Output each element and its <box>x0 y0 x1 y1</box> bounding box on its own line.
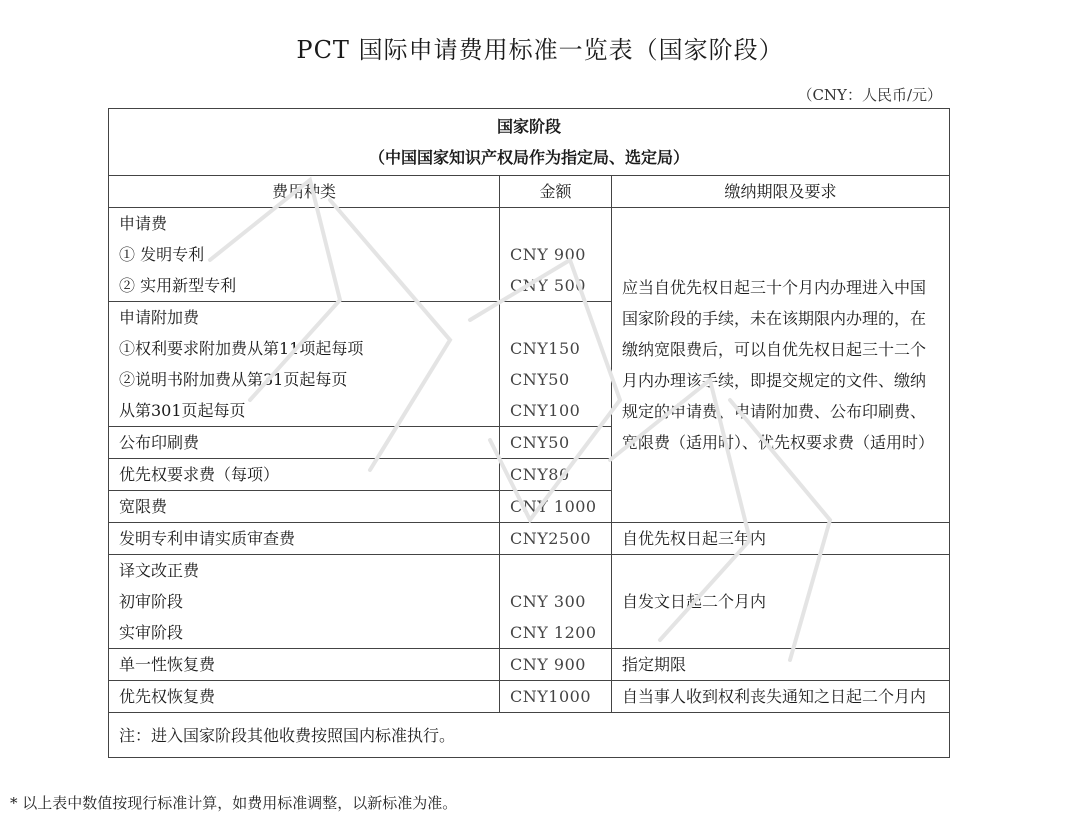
amount-value: CNY 900 <box>510 245 586 264</box>
deadline-cell: 自当事人收到权利丧失通知之日起二个月内 <box>612 681 950 713</box>
fee-item: 初审阶段 <box>119 592 184 611</box>
amount-value: CNY150 <box>510 339 581 358</box>
fee-type-cell <box>109 208 500 302</box>
fee-type-cell: 公布印刷费 <box>109 427 500 459</box>
deadline-cell: 自发文日起二个月内 <box>612 555 950 649</box>
currency-unit: （CNY：人民币/元） <box>797 86 942 104</box>
amount-cell: CNY2500 <box>500 523 612 555</box>
authority-subtitle: （中国国家知识产权局作为指定局、选定局） <box>369 148 690 167</box>
amount-value: CNY 1200 <box>510 623 597 642</box>
fee-item: ①权利要求附加费从第11项起每项 <box>119 339 364 358</box>
amount-cell: CNY1000 <box>500 681 612 713</box>
column-header-fee-type: 费用种类 <box>109 176 500 208</box>
fee-type-cell <box>109 302 500 427</box>
column-header-row <box>109 176 950 208</box>
fee-item: 实审阶段 <box>119 623 184 642</box>
table-header-row <box>109 109 950 176</box>
amount-value: CNY50 <box>510 370 570 389</box>
fee-item: ② 实用新型专利 <box>119 276 237 295</box>
fee-group-title: 申请费 <box>119 214 168 233</box>
amount-cell: CNY 1000 <box>500 491 612 523</box>
table-row-examination-fee <box>109 523 950 555</box>
page-title: PCT 国际申请费用标准一览表（国家阶段） <box>296 36 784 64</box>
stage-header-cell <box>109 109 950 176</box>
amount-cell <box>500 208 612 302</box>
amount-value: CNY100 <box>510 401 581 420</box>
fee-item: ① 发明专利 <box>119 245 205 264</box>
table-row-priority-restoration-fee <box>109 681 950 713</box>
fee-item: 从第301页起每页 <box>119 401 246 420</box>
note-cell: 注：进入国家阶段其他收费按照国内标准执行。 <box>109 713 950 758</box>
deadline-cell: 指定期限 <box>612 649 950 681</box>
fee-type-cell: 发明专利申请实质审查费 <box>109 523 500 555</box>
amount-value: CNY 300 <box>510 592 586 611</box>
fee-type-cell: 宽限费 <box>109 491 500 523</box>
fee-type-cell: 优先权恢复费 <box>109 681 500 713</box>
deadline-cell: 自优先权日起三年内 <box>612 523 950 555</box>
amount-cell: CNY50 <box>500 427 612 459</box>
fee-type-cell: 单一性恢复费 <box>109 649 500 681</box>
amount-cell <box>500 555 612 649</box>
fee-group-title: 译文改正费 <box>119 561 200 580</box>
table-row-note <box>109 713 950 758</box>
fee-group-title: 申请附加费 <box>119 308 200 327</box>
table-row-application-fee <box>109 208 950 302</box>
amount-cell <box>500 302 612 427</box>
amount-value: CNY 500 <box>510 276 586 295</box>
table-row-unity-restoration-fee <box>109 649 950 681</box>
column-header-deadline: 缴纳期限及要求 <box>612 176 950 208</box>
deadline-cell-national-entry: 应当自优先权日起三十个月内办理进入中国国家阶段的手续，未在该期限内办理的，在缴纳宽限费后，可以自优先权日起三十二个月内办理该手续，即提交规定的文件、缴纳规定的申请费、申请附加费、公布印刷费、宽限费（适用时）、优先权要求费（适用时） <box>612 208 950 523</box>
stage-title: 国家阶段 <box>497 117 562 136</box>
amount-cell: CNY80 <box>500 459 612 491</box>
footnote: * 以上表中数值按现行标准计算，如费用标准调整，以新标准为准。 <box>10 794 458 812</box>
fee-table <box>108 108 950 758</box>
fee-type-cell <box>109 555 500 649</box>
fee-item: ②说明书附加费从第31页起每页 <box>119 370 348 389</box>
column-header-amount: 金额 <box>500 176 612 208</box>
amount-cell: CNY 900 <box>500 649 612 681</box>
fee-type-cell: 优先权要求费（每项） <box>109 459 500 491</box>
table-row-translation-correction-fee <box>109 555 950 649</box>
